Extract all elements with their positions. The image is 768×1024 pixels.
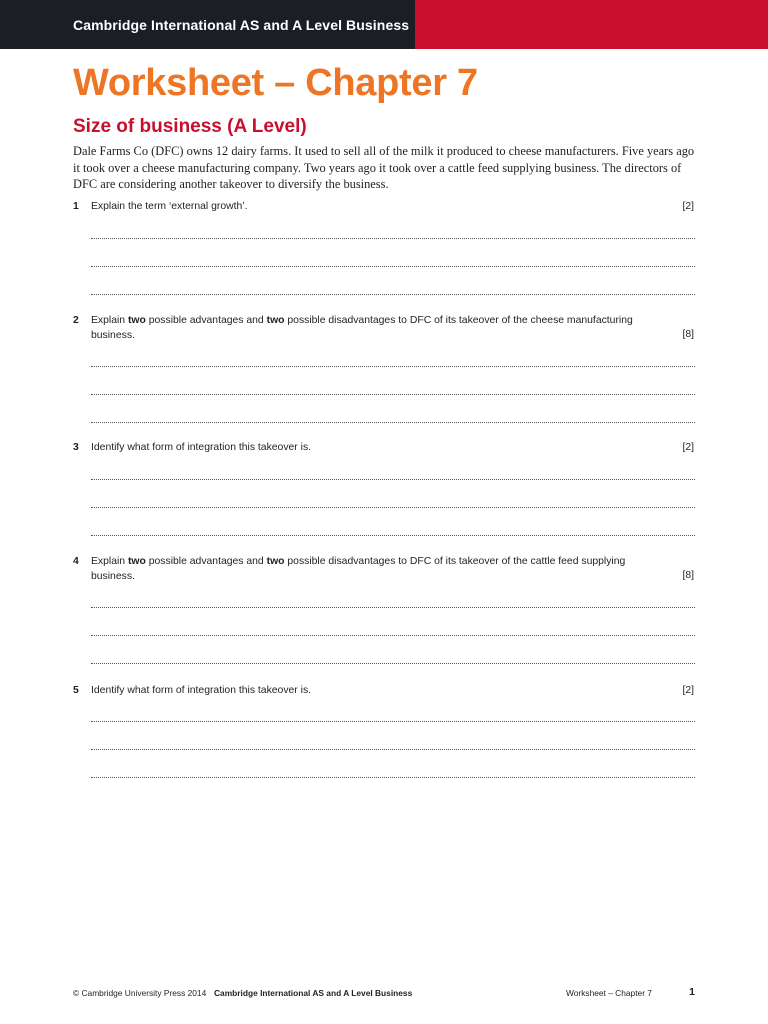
answer-line[interactable] — [91, 635, 695, 636]
question-marks: [8] — [682, 570, 694, 581]
question-marks: [2] — [682, 201, 694, 212]
answer-line[interactable] — [91, 366, 695, 367]
question-marks: [2] — [682, 685, 694, 696]
footer-book-title: Cambridge International AS and A Level Business — [214, 988, 413, 998]
answer-line[interactable] — [91, 294, 695, 295]
answer-line[interactable] — [91, 777, 695, 778]
question-text: Identify what form of integration this takeover is. — [91, 685, 312, 696]
answer-line[interactable] — [91, 479, 695, 480]
question-text: Explain two possible advantages and two possible disadvantages to DFC of its takeover of the cattle feed supplying business. — [91, 556, 626, 582]
page-number: 1 — [689, 986, 695, 998]
answer-line[interactable] — [91, 394, 695, 395]
header-title-bar — [0, 0, 415, 49]
footer-copyright: © Cambridge University Press 2014 — [73, 988, 207, 998]
question-text: Identify what form of integration this takeover is. — [91, 442, 312, 453]
answer-line[interactable] — [91, 535, 695, 536]
question-text: Explain two possible advantages and two possible disadvantages to DFC of its takeover of the cheese manufacturing business. — [91, 315, 633, 341]
header-accent-bar — [415, 0, 768, 49]
header-title: Cambridge International AS and A Level Business — [73, 16, 410, 33]
question-text: Explain the term ‘external growth’. — [91, 201, 248, 212]
question-number: 2 — [73, 315, 79, 326]
answer-line[interactable] — [91, 749, 695, 750]
question-number: 5 — [73, 685, 79, 696]
page-footer — [73, 987, 695, 1001]
question-marks: [8] — [682, 329, 694, 340]
answer-line[interactable] — [91, 607, 695, 608]
answer-line[interactable] — [91, 422, 695, 423]
answer-line[interactable] — [91, 721, 695, 722]
question-number: 1 — [73, 201, 79, 212]
answer-line[interactable] — [91, 663, 695, 664]
question-marks: [2] — [682, 442, 694, 453]
answer-line[interactable] — [91, 507, 695, 508]
answer-line[interactable] — [91, 238, 695, 239]
question-number: 4 — [73, 556, 79, 567]
footer-worksheet-label: Worksheet – Chapter 7 — [566, 988, 652, 998]
page-title: Worksheet – Chapter 7 — [73, 62, 478, 104]
intro-paragraph: Dale Farms Co (DFC) owns 12 dairy farms. It used to sell all of the milk it produced to cheese manufacturers. Five years ago it took over a cheese manufacturing company. Two years ago it took over a cattle feed supplying business. The directors of DFC are considering another takeover to diversify the business. — [73, 144, 695, 191]
page-header — [0, 0, 768, 49]
section-subtitle: Size of business (A Level) — [73, 116, 307, 137]
question-number: 3 — [73, 442, 79, 453]
answer-line[interactable] — [91, 266, 695, 267]
